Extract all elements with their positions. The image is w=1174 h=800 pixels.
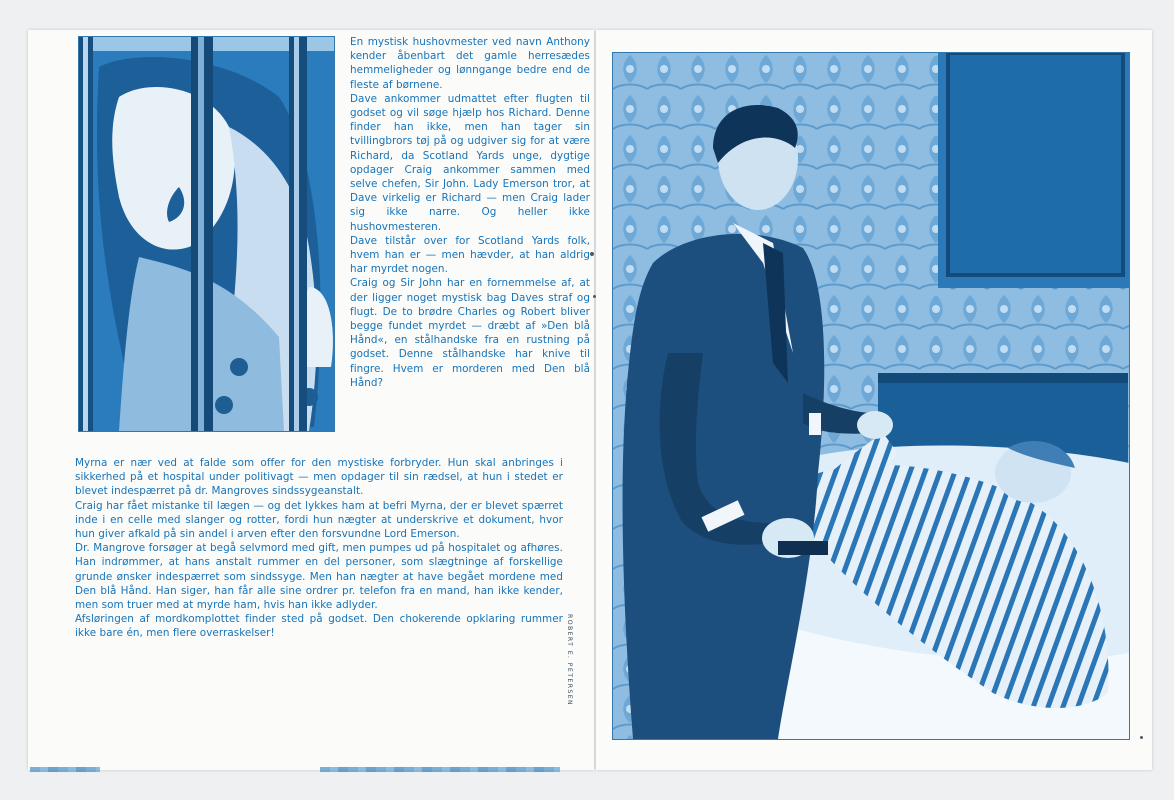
staple-hole bbox=[590, 252, 594, 256]
synopsis-paragraph: Craig og Sir John har en fornemmelse af, at der ligger noget mystisk bag Daves straf og flugt. De to brødre Charles og Robert bliver begge fundet myrdet — dræbt af »Den blå Hånd«, en stålhandske fra en rustning på godset. Denne stålhandske har knive til fingre. Hvem er morderen med Den blå Hånd? bbox=[350, 277, 590, 389]
photo-woman-behind-bars bbox=[78, 36, 335, 432]
synopsis-paragraph: Dr. Mangrove forsøger at begå selvmord med gift, men pumpes ud på hospitalet og afhøres. Han indrømmer, at hans anstalt rummer en del personer, som slægtninge af forskellige grunde ønsker indespærret som sindssyge. Men han nægter at have begået mordene med Den blå Hånd. Han siger, han får alle sine ordrer pr. telefon fra en mand, han ikke kender, men som truer med at myrde ham, hvis han ikke adlyder. bbox=[75, 542, 563, 612]
synopsis-paragraph: En mystisk hushovmester ved navn Anthony kender åbenbart det gamle herresædes hemmeligheder og lønngange bedre end de fleste af børnene. bbox=[350, 36, 590, 91]
synopsis-paragraph: Craig har fået mistanke til lægen — og det lykkes ham at befri Myrna, der er blevet spærret inde i en celle med slanger og rotter, fordi hun nægter at underskrive et dokument, hvor hun giver afkald på sin andel i arven efter den forsvundne Lord Emerson. bbox=[75, 499, 563, 541]
photo-detective-and-man-in-bed bbox=[612, 52, 1130, 740]
synopsis-column-top bbox=[350, 35, 590, 390]
synopsis-paragraph: Dave ankommer udmattet efter flugten til godset og vil søge hjælp hos Richard. Denne finder han ikke, men han tager sin tvillingbrors tøj på og udgiver sig for at være Richard, da Scotland Yards unge, dygtige opdager Craig ankommer sammen med selve chefen, Sir John. Lady Emerson tror, at Dave virkelig er Richard — men Craig lader sig ikke narre. Og heller ikke hushovmesteren. bbox=[350, 92, 590, 233]
synopsis-paragraph: Dave tilstår over for Scotland Yards folk, hvem han er — men hævder, at han aldrig har myrdet nogen. bbox=[350, 234, 590, 276]
page-edge-strip bbox=[320, 767, 560, 772]
synopsis-paragraph: Afsløringen af mordkomplottet finder sted på godset. Den chokerende opklaring rummer ikke bare én, men flere overraskelser! bbox=[75, 613, 563, 640]
staple-hole bbox=[593, 295, 596, 298]
synopsis-paragraph: Myrna er nær ved at falde som offer for den mystiske forbryder. Hun skal anbringes i sikkerhed på et hospital under politivagt — men opdager til sin rædsel, at hun i stedet er blevet indespærret på dr. Mangroves sindssygeanstalt. bbox=[75, 457, 563, 498]
page-edge-strip bbox=[30, 767, 100, 772]
synopsis-column-bottom bbox=[75, 456, 563, 641]
photo-credit: ROBERT E. PETERSEN bbox=[566, 614, 573, 707]
staple-hole bbox=[1140, 736, 1143, 739]
